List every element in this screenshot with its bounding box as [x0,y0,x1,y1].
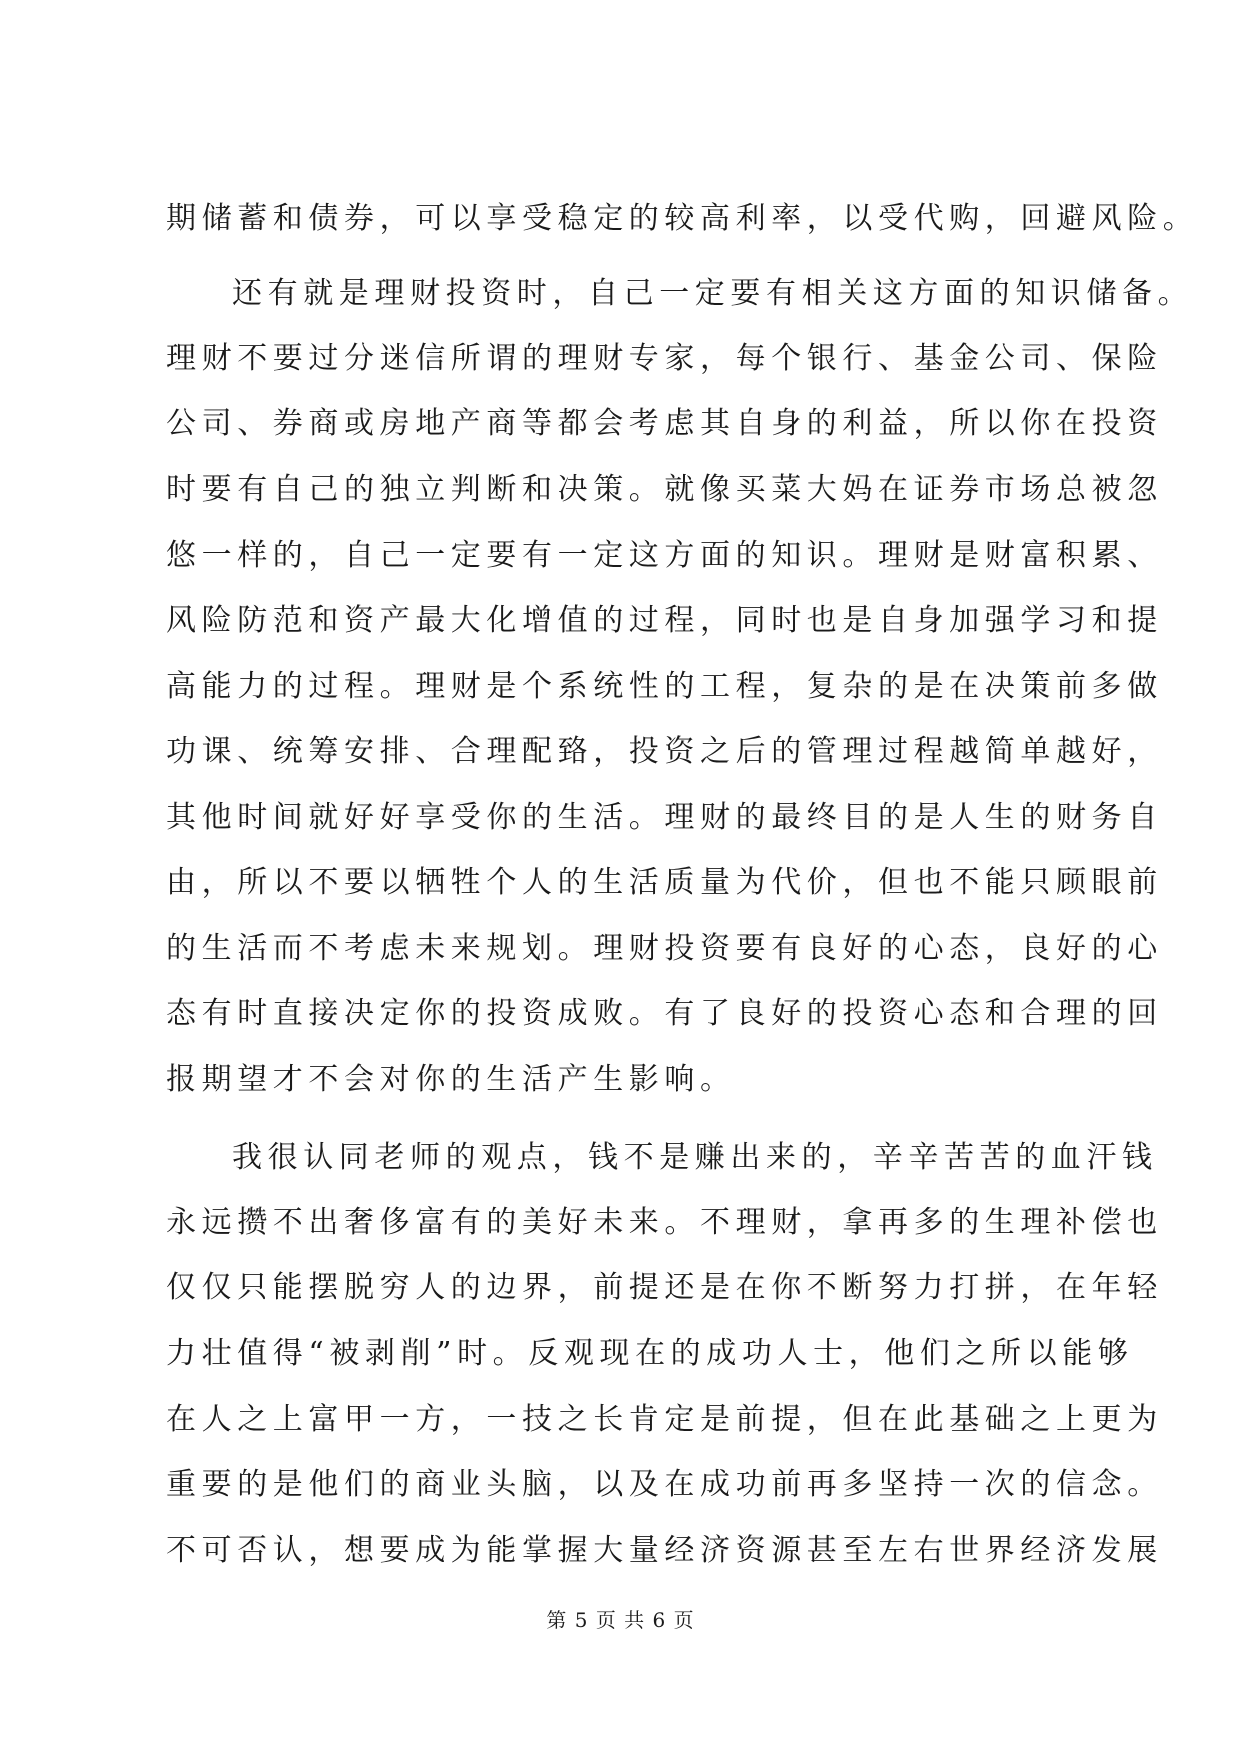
text-line: 永远攒不出奢侈富有的美好未来。不理财，拿再多的生理补偿也 [166,1205,1163,1240]
text-line: 期储蓄和债券，可以享受稳定的较高利率，以受代购，回避风险。 [166,201,1199,236]
text-line: 仅仅只能摆脱穷人的边界，前提还是在你不断努力打拼，在年轻 [166,1270,1163,1305]
text-line: 报期望才不会对你的生活产生影响。 [166,1062,736,1097]
text-line: 重要的是他们的商业头脑，以及在成功前再多坚持一次的信念。 [166,1467,1163,1502]
page-number-footer: 第 5 页 共 6 页 [546,1608,695,1632]
text-line: 的生活而不考虑未来规划。理财投资要有良好的心态，良好的心 [166,931,1163,966]
text-line: 悠一样的，自己一定要有一定这方面的知识。理财是财富积累、 [166,538,1163,573]
text-line: 理财不要过分迷信所谓的理财专家，每个银行、基金公司、保险 [166,341,1163,376]
text-line: 由，所以不要以牺牲个人的生活质量为代价，但也不能只顾眼前 [166,865,1163,900]
text-line: 高能力的过程。理财是个系统性的工程，复杂的是在决策前多做 [166,669,1163,704]
text-line: 力壮值得“被剥削”时。反观现在的成功人士，他们之所以能够 [166,1336,1134,1371]
paragraph-start: 我很认同老师的观点，钱不是赚出来的，辛辛苦苦的血汗钱 [232,1140,1158,1175]
text-line: 在人之上富甲一方，一技之长肯定是前提，但在此基础之上更为 [166,1402,1163,1437]
text-line: 风险防范和资产最大化增值的过程，同时也是自身加强学习和提 [166,603,1163,638]
text-line: 其他时间就好好享受你的生活。理财的最终目的是人生的财务自 [166,800,1163,835]
paragraph-start: 还有就是理财投资时，自己一定要有相关这方面的知识储备。 [232,276,1194,311]
text-line: 公司、券商或房地产商等都会考虑其自身的利益，所以你在投资 [166,406,1163,441]
text-line: 态有时直接决定你的投资成败。有了良好的投资心态和合理的回 [166,996,1163,1031]
text-line: 不可否认，想要成为能掌握大量经济资源甚至左右世界经济发展 [166,1533,1163,1568]
text-line: 功课、统筹安排、合理配臵，投资之后的管理过程越简单越好， [166,734,1163,769]
text-line: 时要有自己的独立判断和决策。就像买菜大妈在证券市场总被忽 [166,472,1163,507]
